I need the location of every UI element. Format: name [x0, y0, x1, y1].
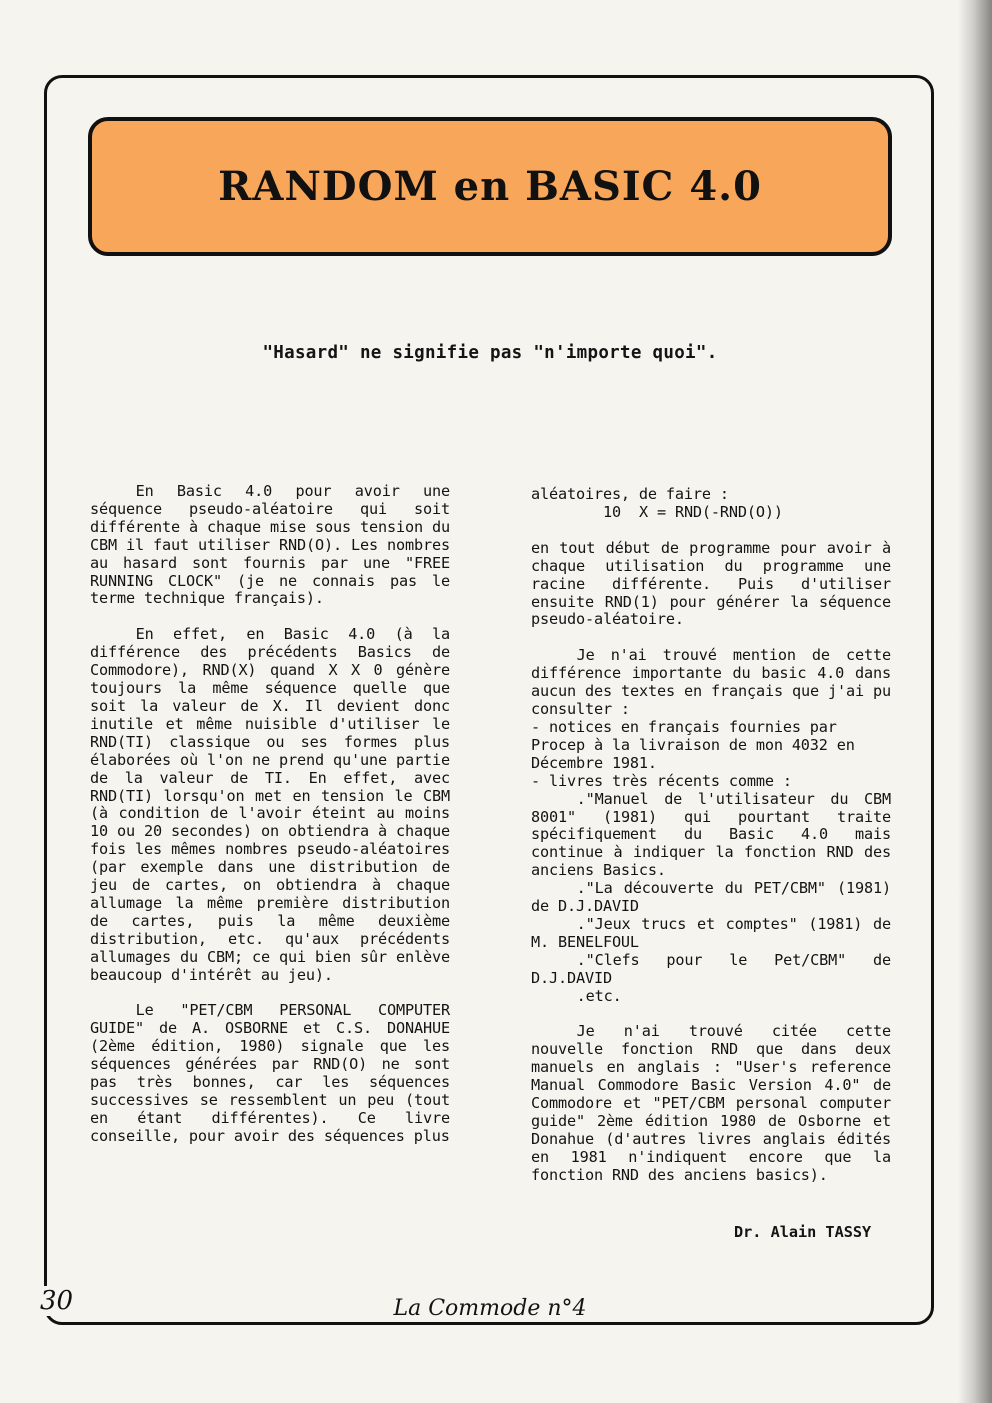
paragraph: en tout début de programme pour avoir à chaque utilisation du programme une racine différente. Puis d'utiliser ensuite RND(1) pour générer la séquence pseudo-aléatoire.: [531, 538, 891, 629]
title-banner: [88, 117, 892, 256]
author-signature: Dr. Alain TASSY: [734, 1223, 872, 1241]
paragraph: En Basic 4.0 pour avoir une séquence pseudo-aléatoire qui soit différente à chaque mise sous tension du CBM il faut utiliser RND(O). Les nombres au hasard sont fournis par une "FREE RUNNING CLOCK" (je ne connais pas le terme technique français).: [90, 482, 450, 608]
article-title: RANDOM en BASIC 4.0: [218, 163, 762, 210]
left-column: [90, 483, 450, 1164]
article-subtitle: "Hasard" ne signifie pas "n'importe quoi".: [262, 343, 718, 363]
book-item: ."Manuel de l'utilisateur du CBM 8001" (1981) qui pourtant traite spécifiquement du Basic 4.0 mais continue à indiquer la fonction RND des anciens Basics.: [531, 789, 891, 880]
book-item: .etc.: [576, 986, 622, 1005]
paragraph: Je n'ai trouvé mention de cette différence importante du basic 4.0 dans aucun des textes en français que j'ai pu consulter :: [531, 646, 891, 719]
page-edge-shadow: [958, 0, 992, 1403]
paragraph: Je n'ai trouvé citée cette nouvelle fonction RND que dans deux manuels en anglais : "User's reference Manual Commodore Basic Version 4.0" de Commodore et "PET/CBM personal computer guide" 2ème édition 1980 de Osborne et Donahue (d'autres livres anglais édités en 1981 n'indiquent encore que la fonction RND des anciens basics).: [531, 1022, 891, 1184]
paragraph: Le "PET/CBM PERSONAL COMPUTER GUIDE" de A. OSBORNE et C.S. DONAHUE (2ème édition, 1980) signale que les séquences générées par RND(O) ne sont pas très bonnes, car les séquences successives se ressemblent un peu (tout en étant différentes). Ce livre conseille, pour avoir des séquences plus: [90, 1001, 450, 1145]
page-number: 30: [36, 1286, 77, 1316]
list-item: - notices en français fournies par Procep à la livraison de mon 4032 en Décembre 1981.: [531, 717, 855, 772]
right-column: [531, 486, 891, 1203]
paragraph: En effet, en Basic 4.0 (à la différence des précédents Basics de Commodore), RND(X) quand X X 0 génère toujours la même séquence quelle que soit la valeur de X. Il devient donc inutile et même nuisible d'utiliser le RND(TI) classique ou ses formes plus élaborées où l'on ne prend qu'une partie de la valeur de TI. En effet, avec RND(TI) lorsqu'on met en tension le CBM (à condition de l'avoir éteint au moins 10 ou 20 secondes) on obtiendra à chaque fois les mêmes nombres pseudo-aléatoires (par exemple dans une distribution de jeu de cartes, on obtiendra à chaque allumage la même première distribution de cartes, puis la même deuxième distribution, etc. qu'aux précédents allumages du CBM; ce qui bien sûr enlève beaucoup d'intérêt au jeu).: [90, 625, 450, 984]
book-item: ."Clefs pour le Pet/CBM" de D.J.DAVID: [531, 950, 891, 987]
paragraph: aléatoires, de faire :: [531, 485, 729, 503]
book-item: ."La découverte du PET/CBM" (1981) de D.J.DAVID: [531, 879, 891, 916]
magazine-footer: La Commode n°4: [380, 1296, 600, 1321]
book-item: ."Jeux trucs et comptes" (1981) de M. BENELFOUL: [531, 914, 891, 951]
code-line: 10 X = RND(-RND(O)): [603, 502, 783, 521]
list-item: - livres très récents comme :: [531, 771, 792, 790]
